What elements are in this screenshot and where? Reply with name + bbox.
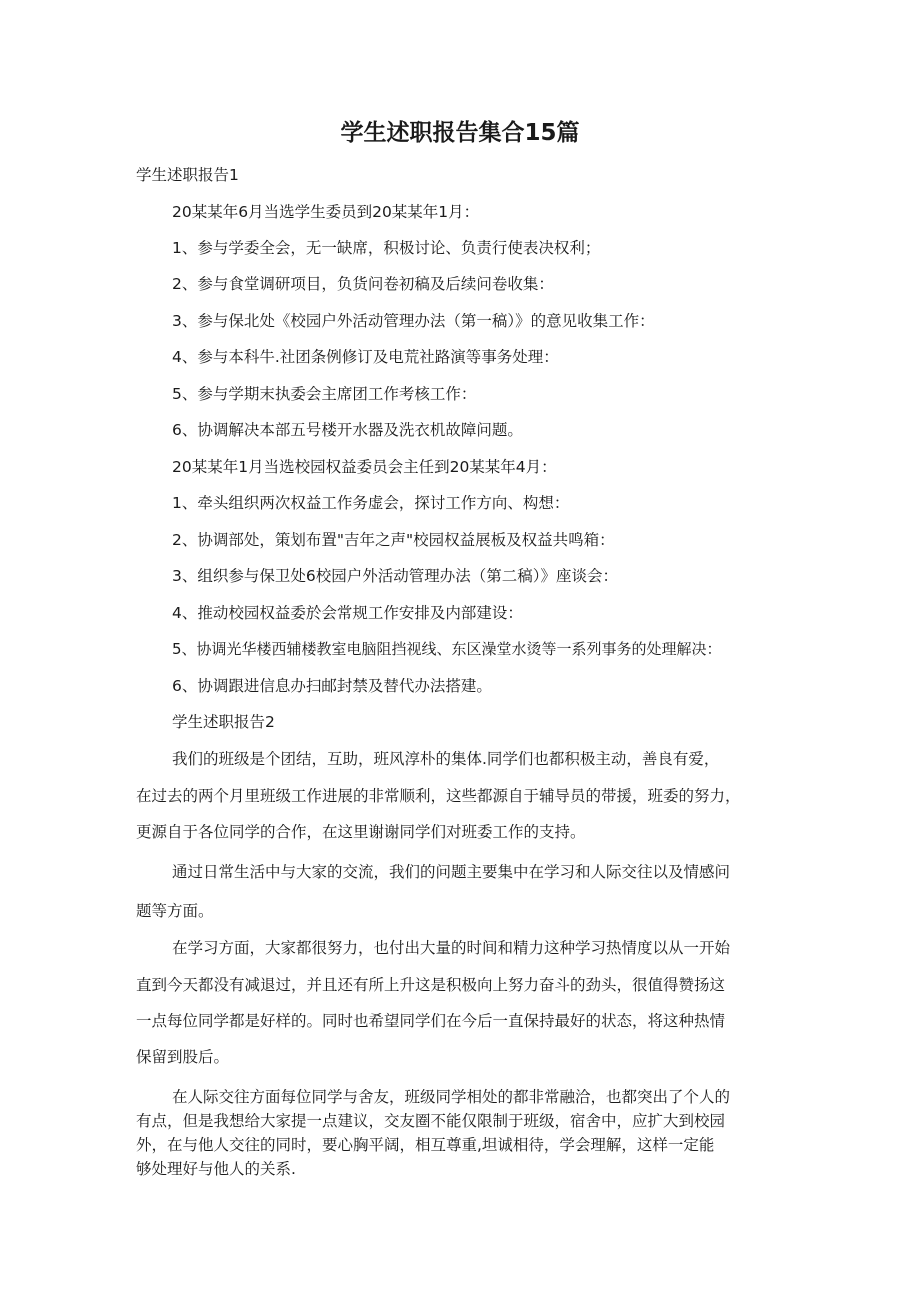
list-item: 5、参与学期末执委会主席团工作考核工作：: [172, 385, 477, 403]
list-item: 2、参与食堂调研项目，负货问卷初稿及后续问卷收集：: [172, 275, 554, 293]
paragraph-line: 直到今天都没有减退过，并且还有所上升这是积极向上努力奋斗的劲头，很值得赞扬这: [136, 976, 726, 994]
section-heading: 学生述职报告1: [136, 166, 239, 184]
paragraph-line: 保留到股后。: [136, 1048, 230, 1066]
paragraph-line: 有点，但是我想给大家提一点建议，交友圈不能仅限制于班级，宿舍中，应扩大到校园: [136, 1112, 726, 1130]
list-item: 3、参与保北处《校园户外活动管理办法（第一稿）》的意见收集工作：: [172, 312, 655, 330]
period-line: 20某某年1月当选校园权益委员会主任到20某某年4月：: [172, 458, 557, 476]
list-item: 1、牵头组织两次权益工作务虚会，探讨工作方向、构想：: [172, 494, 570, 512]
paragraph-line: 通过日常生活中与大家的交流，我们的问题主要集中在学习和人际交往以及情感问: [172, 863, 731, 881]
list-item: 1、参与学委全会，无一缺席，积极讨论、负责行使表决权利；: [172, 239, 601, 257]
list-item: 4、推动校园权益委於会常规工作安排及内部建设：: [172, 604, 523, 622]
paragraph-line: 在学习方面，大家都很努力，也付出大量的时间和精力这种学习热情度以从一开始: [172, 939, 731, 957]
paragraph-line: 更源自于各位同学的合作，在这里谢谢同学们对班委工作的支持。: [136, 823, 586, 841]
paragraph-line: 外，在与他人交往的同时，要心胸平阔，相互尊重,坦诚相待，学会理解，这样一定能: [136, 1136, 715, 1154]
list-item: 6、协调跟进信息办扫邮封禁及替代办法搭建。: [172, 677, 492, 695]
paragraph-line: 在过去的两个月里班级工作进展的非常顺利，这些都源自于辅导员的带援，班委的努力，: [136, 787, 741, 805]
paragraph-line: 够处理好与他人的关系.: [136, 1160, 296, 1178]
paragraph-line: 题等方面。: [136, 902, 214, 920]
section-heading: 学生述职报告2: [172, 713, 275, 731]
list-item: 5、协调光华楼西辅楼教室电脑阻挡视线、东区澡堂水烫等一系列事务的处理解决：: [172, 640, 722, 658]
paragraph-line: 一点每位同学都是好样的。同时也希望同学们在今后一直保持最好的状态，将这种热情: [136, 1012, 726, 1030]
period-line: 20某某年6月当选学生委员到20某某年1月：: [172, 203, 480, 221]
paragraph-line: 在人际交往方面每位同学与舍友，班级同学相处的都非常融洽，也都突出了个人的: [172, 1088, 731, 1106]
list-item: 2、协调部处，策划布置"吉年之声"校园权益展板及权益共鸣箱：: [172, 531, 615, 549]
list-item: 3、组织参与保卫处6校园户外活动管理办法（第二稿）》座谈会：: [172, 567, 618, 585]
document-title: 学生述职报告集合15篇: [340, 120, 580, 146]
list-item: 4、参与本科牛.社团条例修订及电荒社路演等事务处理：: [172, 348, 559, 366]
paragraph-line: 我们的班级是个团结，互助，班风淳朴的集体.同学们也都积极主动，善良有爱，: [172, 750, 720, 768]
list-item: 6、协调解决本部五号楼开水器及洗衣机故障问题。: [172, 421, 523, 439]
